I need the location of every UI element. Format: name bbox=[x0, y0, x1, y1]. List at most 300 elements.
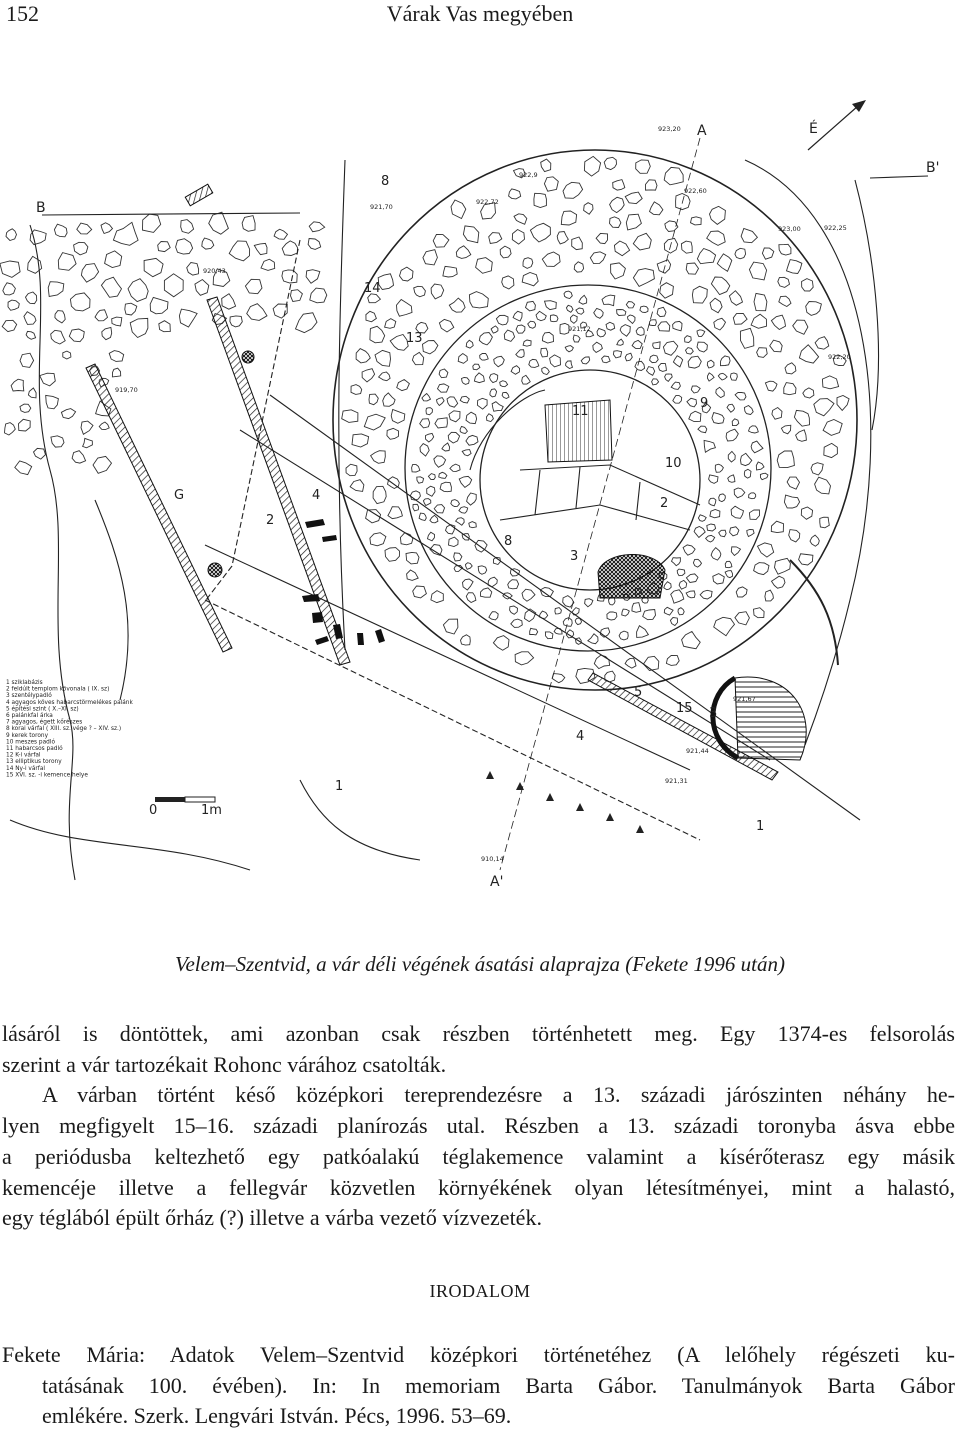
stone bbox=[431, 284, 444, 299]
stone bbox=[757, 348, 768, 358]
elevation-label: 919,70 bbox=[115, 386, 138, 394]
stone bbox=[713, 574, 725, 584]
stone bbox=[749, 493, 756, 499]
stone bbox=[815, 477, 831, 494]
stone bbox=[112, 317, 122, 326]
stone bbox=[513, 311, 522, 321]
stone bbox=[411, 491, 421, 500]
legend-item: 8 korai várfal ( XIII. sz. vége ? – XIV. sz.) bbox=[6, 726, 122, 733]
stone bbox=[686, 348, 694, 355]
stone bbox=[420, 444, 429, 457]
stone bbox=[802, 279, 814, 291]
stone bbox=[541, 159, 551, 172]
stone bbox=[440, 482, 451, 492]
stone bbox=[721, 356, 731, 366]
stone bbox=[814, 399, 834, 416]
stone bbox=[467, 493, 477, 505]
stone bbox=[451, 500, 460, 507]
stone bbox=[489, 233, 502, 244]
stone bbox=[431, 591, 443, 603]
stone bbox=[564, 291, 572, 298]
stone bbox=[383, 393, 395, 406]
stone bbox=[446, 525, 455, 534]
stone bbox=[407, 570, 419, 580]
stone bbox=[542, 252, 560, 266]
stone bbox=[785, 363, 796, 374]
stone bbox=[536, 311, 546, 320]
stone bbox=[765, 381, 777, 391]
feature-number-label: 3 bbox=[709, 706, 718, 721]
stone bbox=[633, 233, 651, 250]
stone bbox=[801, 507, 812, 519]
stone bbox=[462, 378, 470, 385]
stone bbox=[291, 290, 303, 302]
stone bbox=[181, 220, 194, 234]
legend-item: 2 feldúlt templom kövonala ( IX. sz) bbox=[6, 686, 110, 693]
stone bbox=[125, 303, 137, 315]
stone bbox=[754, 563, 769, 575]
stone bbox=[563, 618, 572, 627]
legend-item: 12 K-i várfal bbox=[6, 752, 41, 759]
stone bbox=[449, 537, 459, 546]
stone bbox=[673, 395, 682, 403]
stone bbox=[565, 346, 573, 352]
stone bbox=[617, 310, 626, 316]
stone bbox=[563, 182, 583, 198]
feature-number-label: 14 bbox=[364, 281, 381, 296]
section-label-a: A bbox=[697, 123, 707, 139]
stone bbox=[456, 246, 471, 259]
stone bbox=[448, 432, 459, 443]
stone bbox=[58, 253, 76, 271]
stone bbox=[434, 456, 446, 468]
stone bbox=[352, 434, 369, 447]
stone bbox=[109, 351, 124, 362]
stone bbox=[26, 292, 37, 304]
stone bbox=[735, 612, 750, 625]
stone bbox=[306, 270, 320, 284]
stone bbox=[230, 316, 242, 327]
stone bbox=[740, 328, 753, 348]
stone bbox=[584, 156, 600, 176]
stone bbox=[771, 521, 783, 532]
stone bbox=[770, 340, 783, 352]
stone bbox=[254, 243, 267, 254]
stone bbox=[460, 426, 467, 433]
feature-number-label: 9 bbox=[700, 396, 709, 411]
stone bbox=[480, 588, 491, 597]
hatched-block bbox=[185, 184, 213, 206]
stone bbox=[442, 443, 450, 451]
stone bbox=[261, 259, 275, 270]
stone bbox=[26, 331, 35, 339]
stone bbox=[719, 530, 726, 537]
stone bbox=[459, 507, 468, 514]
stone bbox=[650, 320, 657, 326]
stone bbox=[20, 404, 31, 412]
stone bbox=[508, 580, 519, 589]
stone bbox=[342, 410, 358, 423]
stone bbox=[632, 603, 641, 613]
feature-number-label: 8 bbox=[504, 534, 513, 549]
stone bbox=[822, 376, 838, 389]
stone bbox=[685, 336, 692, 343]
stone bbox=[419, 513, 426, 520]
stone bbox=[687, 398, 697, 407]
stone bbox=[650, 355, 659, 363]
stone bbox=[523, 340, 531, 346]
stone bbox=[710, 206, 726, 224]
body-line: szerint a vár tartozékait Rohonc várához csatolták. bbox=[2, 1051, 447, 1077]
section-label-a-prime: A' bbox=[490, 874, 504, 890]
stone bbox=[670, 618, 677, 626]
stone bbox=[771, 315, 785, 329]
stone bbox=[594, 655, 609, 669]
stone bbox=[617, 339, 624, 345]
stone bbox=[478, 566, 487, 575]
stone bbox=[490, 374, 498, 383]
feature-number-label: 4 bbox=[312, 488, 321, 503]
stone bbox=[610, 217, 621, 228]
stone bbox=[710, 510, 720, 518]
stone bbox=[625, 658, 636, 668]
bibliography-line: tatásának 100. évében). In: In memoriam Barta Gábor. Tanulmányok Barta Gábor bbox=[42, 1372, 955, 1398]
stone bbox=[607, 612, 617, 620]
stone bbox=[461, 635, 471, 645]
bibliography-line: emlékére. Szerk. Lengvári István. Pécs, 1996. 53–69. bbox=[42, 1403, 512, 1428]
stone bbox=[447, 397, 458, 407]
stone bbox=[229, 241, 249, 261]
stone bbox=[725, 571, 732, 578]
stone bbox=[530, 223, 550, 242]
stone bbox=[715, 464, 723, 472]
stone bbox=[735, 392, 746, 400]
stone bbox=[456, 518, 465, 526]
stone bbox=[479, 333, 492, 345]
stone bbox=[689, 411, 701, 421]
stone bbox=[463, 226, 478, 243]
feature-number-label: 2 bbox=[266, 513, 275, 528]
stone bbox=[697, 342, 707, 352]
stone bbox=[784, 383, 796, 395]
stone bbox=[730, 373, 737, 380]
stone bbox=[741, 453, 752, 465]
stone bbox=[423, 250, 438, 265]
stone bbox=[309, 222, 325, 232]
stone bbox=[5, 423, 16, 435]
stone bbox=[806, 302, 822, 316]
stone bbox=[625, 353, 632, 361]
stone bbox=[754, 293, 767, 310]
stone bbox=[679, 580, 687, 589]
legend-item: 14 Ny-i várfal bbox=[6, 765, 45, 772]
stone bbox=[63, 351, 71, 359]
stone bbox=[473, 364, 480, 370]
stone bbox=[101, 277, 121, 297]
stone bbox=[460, 396, 469, 403]
stone bbox=[423, 341, 438, 354]
stone bbox=[796, 430, 807, 442]
stone bbox=[439, 319, 453, 332]
stone bbox=[555, 608, 562, 614]
elevation-label: 921,70 bbox=[370, 203, 393, 211]
stone bbox=[19, 419, 31, 431]
stone bbox=[413, 504, 419, 511]
running-title: Várak Vas megyében bbox=[386, 1, 574, 26]
stone bbox=[308, 239, 321, 250]
stone bbox=[794, 410, 809, 426]
stone bbox=[245, 279, 262, 293]
stone bbox=[11, 379, 24, 391]
stone bbox=[542, 367, 550, 374]
stone bbox=[69, 329, 84, 342]
stone bbox=[610, 197, 625, 212]
stone bbox=[159, 321, 171, 332]
stone bbox=[714, 318, 726, 330]
stone bbox=[552, 674, 565, 683]
stone bbox=[712, 413, 724, 424]
stone bbox=[545, 632, 553, 639]
stone bbox=[362, 369, 375, 382]
stone bbox=[611, 263, 626, 279]
stone bbox=[494, 356, 505, 367]
stone bbox=[726, 429, 738, 441]
stone bbox=[451, 200, 466, 219]
feature-number-label: 1 bbox=[335, 779, 344, 794]
stone bbox=[385, 319, 396, 329]
stone bbox=[379, 372, 391, 381]
stone bbox=[732, 419, 739, 426]
stone bbox=[54, 224, 67, 237]
stone bbox=[522, 375, 531, 384]
stone bbox=[694, 527, 705, 538]
feature-number-label: 4 bbox=[576, 729, 585, 744]
stone bbox=[775, 558, 791, 574]
stone bbox=[778, 277, 790, 287]
stone bbox=[504, 330, 514, 341]
stone bbox=[632, 340, 642, 348]
stone bbox=[463, 579, 474, 590]
stone bbox=[105, 251, 122, 268]
stone bbox=[8, 300, 19, 310]
stone bbox=[671, 590, 684, 603]
stone bbox=[772, 576, 786, 588]
elevation-label: 923,00 bbox=[778, 225, 801, 233]
stone bbox=[158, 242, 171, 252]
stone bbox=[102, 327, 112, 339]
stone bbox=[412, 465, 420, 472]
stone bbox=[222, 294, 236, 310]
stone bbox=[417, 477, 424, 483]
stone bbox=[435, 418, 448, 428]
stone bbox=[55, 311, 65, 323]
stone bbox=[77, 223, 92, 234]
stone bbox=[707, 524, 716, 531]
stone bbox=[678, 608, 684, 615]
stone bbox=[516, 350, 524, 358]
stone bbox=[751, 441, 763, 453]
stone bbox=[500, 246, 511, 258]
stone bbox=[550, 315, 558, 322]
stone bbox=[144, 258, 163, 276]
stone bbox=[688, 356, 701, 368]
stone bbox=[433, 235, 449, 248]
stone bbox=[0, 261, 20, 277]
stone bbox=[46, 395, 59, 408]
stone bbox=[571, 315, 578, 323]
feature-number-label: G bbox=[174, 488, 185, 503]
stone bbox=[728, 451, 735, 462]
stone bbox=[643, 656, 658, 670]
stone bbox=[522, 273, 538, 286]
stone bbox=[423, 499, 430, 506]
stone bbox=[72, 451, 86, 463]
stone bbox=[510, 606, 518, 614]
legend-item: 1 sziklabázis bbox=[6, 680, 43, 686]
stone bbox=[346, 464, 357, 476]
stone bbox=[490, 389, 497, 397]
stone bbox=[371, 451, 386, 464]
stone bbox=[663, 341, 677, 355]
stone bbox=[799, 554, 813, 565]
stone bbox=[366, 311, 377, 322]
stone bbox=[493, 636, 509, 651]
feature-number-label: 11 bbox=[572, 404, 589, 419]
stone bbox=[647, 367, 655, 376]
stone bbox=[449, 411, 460, 422]
stone bbox=[247, 304, 267, 321]
stone bbox=[626, 214, 641, 230]
stone bbox=[3, 283, 16, 295]
feature-number-label: 8 bbox=[381, 174, 390, 189]
stone bbox=[437, 398, 445, 406]
hatched-post-2 bbox=[208, 563, 222, 577]
stone bbox=[439, 472, 447, 478]
elevation-label: 922,9 bbox=[519, 171, 538, 179]
elevation-label: 922,60 bbox=[684, 187, 707, 195]
stone bbox=[581, 357, 590, 364]
stone bbox=[397, 300, 413, 317]
page-number: 152 bbox=[6, 1, 39, 26]
stone bbox=[710, 298, 722, 313]
stone bbox=[469, 522, 477, 528]
stone bbox=[633, 269, 654, 287]
stone bbox=[500, 381, 508, 387]
stone bbox=[113, 222, 138, 245]
stone bbox=[128, 279, 148, 302]
stone bbox=[731, 506, 743, 518]
stone bbox=[585, 599, 593, 607]
stone bbox=[489, 612, 498, 620]
stone bbox=[112, 368, 120, 377]
stone bbox=[443, 619, 458, 634]
stone bbox=[686, 263, 698, 274]
stone bbox=[414, 286, 426, 297]
stone bbox=[187, 263, 199, 276]
stone bbox=[529, 359, 539, 367]
stone bbox=[502, 392, 509, 398]
stone bbox=[606, 322, 615, 330]
stone bbox=[420, 419, 430, 428]
stone bbox=[653, 342, 660, 349]
stone bbox=[609, 598, 616, 605]
plan-legend bbox=[6, 679, 133, 778]
stone bbox=[573, 335, 580, 342]
feature-number-label: 3 bbox=[570, 549, 579, 564]
stone bbox=[550, 355, 561, 367]
stone bbox=[373, 486, 386, 503]
stone bbox=[672, 558, 681, 566]
stone bbox=[811, 463, 823, 475]
stone bbox=[596, 233, 607, 243]
stone bbox=[733, 314, 747, 325]
stone bbox=[476, 258, 493, 274]
pipe-band-2 bbox=[86, 364, 232, 652]
stone bbox=[658, 364, 666, 372]
elevation-label: 922,20 bbox=[828, 353, 851, 361]
elevation-label: 921,31 bbox=[665, 777, 688, 785]
stone bbox=[545, 301, 557, 310]
stone bbox=[758, 543, 774, 557]
body-line: a periódusba keltezhető egy patkóalakú téglakemence valamint a kísérőterasz egy másik bbox=[2, 1143, 955, 1169]
crosshatched-area-12 bbox=[598, 554, 665, 598]
stone bbox=[572, 237, 583, 250]
stone bbox=[544, 177, 558, 191]
stone bbox=[369, 394, 378, 405]
body-line: A várban történt késő középkori tereprendezésre a 13. századi járószinten néhány he- bbox=[42, 1082, 955, 1108]
stone bbox=[426, 433, 434, 442]
stone bbox=[526, 301, 536, 311]
stone bbox=[434, 505, 444, 513]
stone bbox=[614, 241, 629, 256]
stone bbox=[557, 232, 568, 244]
stone bbox=[772, 408, 782, 420]
stone bbox=[515, 652, 534, 665]
stone bbox=[540, 588, 553, 597]
stone bbox=[613, 180, 625, 191]
stone bbox=[747, 530, 754, 537]
scale-unit-label: 1m bbox=[201, 803, 222, 818]
stone bbox=[686, 574, 698, 583]
stone bbox=[450, 464, 460, 471]
stone bbox=[426, 408, 432, 415]
stone bbox=[579, 295, 587, 304]
stone bbox=[356, 349, 370, 363]
stone bbox=[660, 283, 674, 299]
stone bbox=[466, 563, 473, 570]
stone bbox=[760, 473, 768, 480]
stone bbox=[664, 238, 677, 253]
stone bbox=[613, 351, 621, 358]
stone bbox=[143, 214, 161, 232]
stone bbox=[40, 373, 56, 386]
stone bbox=[628, 315, 636, 324]
feature-number-label: 5 bbox=[634, 685, 643, 700]
stone bbox=[784, 495, 799, 508]
stone bbox=[449, 298, 465, 312]
triangle-markers bbox=[486, 771, 644, 833]
stone bbox=[574, 262, 583, 272]
stone bbox=[523, 258, 533, 269]
stone bbox=[744, 406, 753, 415]
stone bbox=[454, 553, 462, 561]
stone bbox=[351, 385, 362, 395]
stone bbox=[480, 353, 489, 360]
stone bbox=[709, 475, 718, 484]
stone bbox=[282, 270, 297, 283]
stone bbox=[466, 435, 478, 445]
stone bbox=[619, 631, 628, 640]
